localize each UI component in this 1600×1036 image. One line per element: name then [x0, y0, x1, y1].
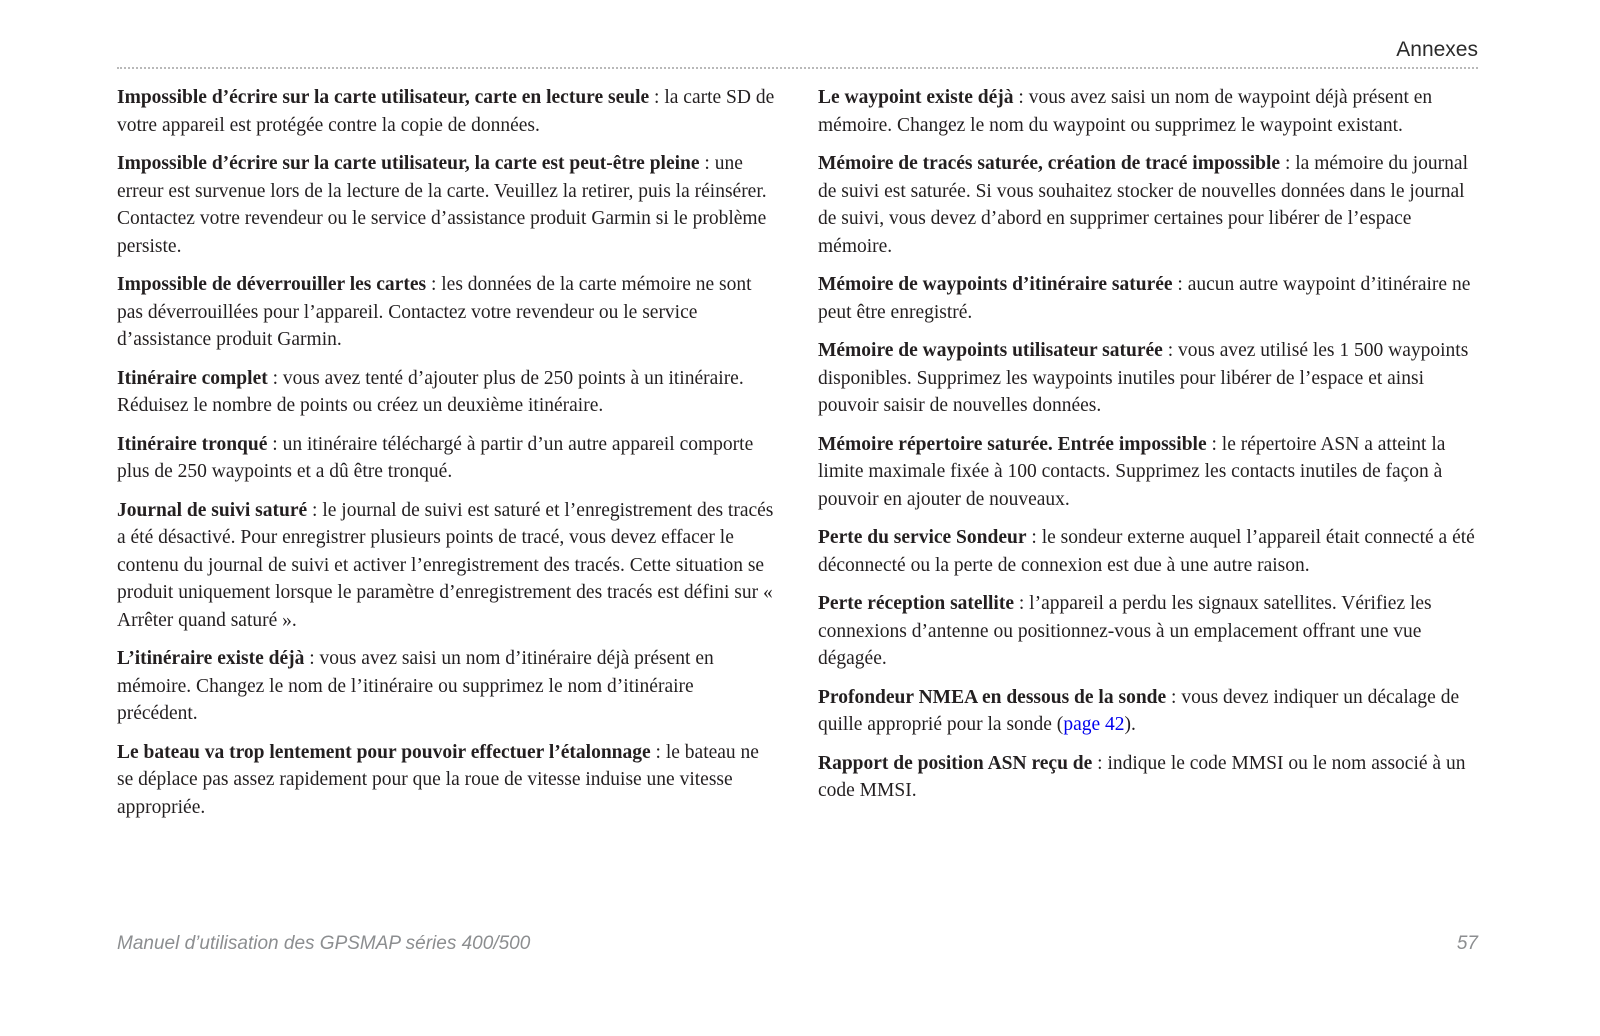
glossary-term: Impossible d’écrire sur la carte utilisateur, la carte est peut-être pleine	[117, 153, 700, 174]
glossary-term: Le bateau va trop lentement pour pouvoir effectuer l’étalonnage	[117, 741, 651, 763]
glossary-term: Mémoire de waypoints d’itinéraire saturée	[818, 274, 1173, 295]
term-separator: :	[267, 367, 283, 389]
page-header	[117, 0, 1478, 66]
glossary-desc: la mémoire du journal de suivi est saturée. Si vous souhaitez stocker de nouvelles données dans le journal de suivi, vous devez d’abord en supprimer certaines pour libérer de l’espace mémoire.	[818, 153, 1468, 257]
glossary-entry	[818, 431, 1479, 514]
glossary-desc: les données de la carte mémoire ne sont pas déverrouillées pour l’appareil. Contactez votre revendeur ou le service d’assistance produit Garmin.	[117, 274, 752, 350]
glossary-term: Itinéraire tronqué	[117, 433, 268, 455]
glossary-desc: l’appareil a perdu les signaux satellites. Vérifiez les connexions d’antenne ou positionnez-vous à un emplacement offrant une vue dégagée.	[818, 593, 1432, 669]
glossary-entry	[818, 271, 1479, 326]
term-separator: :	[1013, 593, 1030, 614]
glossary-term: Mémoire de tracés saturée, création de tracé impossible	[818, 153, 1281, 174]
glossary-desc: ).	[1124, 714, 1136, 735]
term-separator: :	[304, 648, 320, 669]
term-separator: :	[1172, 274, 1188, 295]
glossary-term: Mémoire répertoire saturée. Entrée impossible	[818, 433, 1207, 455]
glossary-term: Impossible d’écrire sur la carte utilisateur, carte en lecture seule	[117, 87, 650, 108]
glossary-content	[117, 84, 1479, 832]
term-separator: :	[1026, 527, 1042, 548]
glossary-desc: vous avez saisi un nom de waypoint déjà présent en mémoire. Changez le nom du waypoint ou supprimez le waypoint existant.	[818, 87, 1433, 136]
glossary-entry	[117, 645, 778, 728]
term-separator: :	[307, 499, 323, 521]
glossary-desc: le bateau ne se déplace pas assez rapidement pour que la roue de vitesse induise une vitesse appropriée.	[117, 741, 759, 818]
term-separator: :	[1092, 752, 1108, 774]
glossary-entry	[117, 271, 778, 354]
glossary-desc: le sondeur externe auquel l’appareil était connecté a été déconnecté ou la perte de connexion est due à une autre raison.	[818, 527, 1475, 576]
header-divider	[117, 67, 1478, 69]
glossary-entry	[117, 739, 778, 822]
glossary-term: Perte réception satellite	[818, 593, 1014, 614]
glossary-entry	[818, 590, 1479, 673]
glossary-term: Perte du service Sondeur	[818, 527, 1027, 548]
header-title: Annexes	[1396, 38, 1478, 61]
glossary-term: Le waypoint existe déjà	[818, 87, 1014, 108]
glossary-term: Rapport de position ASN reçu de	[818, 752, 1093, 774]
glossary-entry	[818, 84, 1479, 139]
term-separator: :	[1013, 87, 1029, 108]
term-separator: :	[1166, 686, 1182, 708]
term-separator: :	[1206, 433, 1222, 455]
glossary-entry	[117, 84, 778, 139]
glossary-term: L’itinéraire existe déjà	[117, 648, 305, 669]
column-left	[117, 84, 778, 832]
glossary-term: Mémoire de waypoints utilisateur saturée	[818, 340, 1163, 361]
glossary-desc: la carte SD de votre appareil est protégée contre la copie de données.	[117, 87, 775, 136]
glossary-desc: vous avez tenté d’ajouter plus de 250 points à un itinéraire. Réduisez le nombre de points ou créez un deuxième itinéraire.	[117, 367, 744, 416]
term-separator: :	[649, 87, 665, 108]
glossary-entry	[117, 431, 778, 486]
glossary-desc: le répertoire ASN a atteint la limite maximale fixée à 100 contacts. Supprimez les contacts inutiles de façon à pouvoir en ajouter de nouveaux.	[818, 433, 1446, 510]
term-separator: :	[650, 741, 666, 763]
glossary-desc: le journal de suivi est saturé et l’enregistrement des tracés a été désactivé. Pour enregistrer plusieurs points de tracé, vous devez effacer le contenu du journal de suivi et activer l’enregistrement des tracés. Cette situation se produit uniquement lorsque le paramètre d’enregistrement des tracés est défini sur « Arrêter quand saturé ».	[117, 499, 774, 631]
glossary-desc: vous devez indiquer un décalage de quille approprié pour la sonde (	[818, 686, 1460, 735]
glossary-desc: vous avez utilisé les 1 500 waypoints disponibles. Supprimez les waypoints inutiles pour libérer de l’espace et ainsi pouvoir saisir de nouvelles données.	[818, 340, 1469, 416]
glossary-entry	[818, 337, 1479, 420]
glossary-entry	[818, 524, 1479, 579]
page-footer	[117, 933, 1478, 955]
glossary-entry	[117, 365, 778, 420]
glossary-entry	[818, 150, 1479, 260]
glossary-desc: une erreur est survenue lors de la lecture de la carte. Veuillez la retirer, puis la réinsérer. Contactez votre revendeur ou le service d’assistance produit Garmin si le problème persiste.	[117, 153, 767, 257]
term-separator: :	[699, 153, 715, 174]
term-separator: :	[1280, 153, 1296, 174]
glossary-term: Profondeur NMEA en dessous de la sonde	[818, 686, 1167, 708]
glossary-term: Impossible de déverrouiller les cartes	[117, 274, 427, 295]
glossary-desc: vous avez saisi un nom d’itinéraire déjà présent en mémoire. Changez le nom de l’itinéraire ou supprimez le nom d’itinéraire précédent.	[117, 648, 714, 724]
glossary-desc: indique le code MMSI ou le nom associé à un code MMSI.	[818, 752, 1466, 801]
glossary-entry	[818, 750, 1479, 805]
glossary-desc: aucun autre waypoint d’itinéraire ne peut être enregistré.	[818, 274, 1471, 323]
glossary-entry	[117, 150, 778, 260]
glossary-term: Itinéraire complet	[117, 367, 268, 389]
glossary-entry	[117, 497, 778, 635]
footer-manual-title: Manuel d’utilisation des GPSMAP séries 400/500	[117, 933, 531, 954]
glossary-term: Journal de suivi saturé	[117, 499, 308, 521]
term-separator: :	[267, 433, 283, 455]
glossary-entry	[818, 684, 1479, 739]
term-separator: :	[426, 274, 442, 295]
footer-page-number: 57	[1456, 933, 1478, 954]
page-link[interactable]: page 42	[1063, 714, 1125, 735]
term-separator: :	[1162, 340, 1178, 361]
column-right	[818, 84, 1479, 832]
glossary-desc: un itinéraire téléchargé à partir d’un autre appareil comporte plus de 250 waypoints et a dû être tronqué.	[117, 433, 754, 482]
